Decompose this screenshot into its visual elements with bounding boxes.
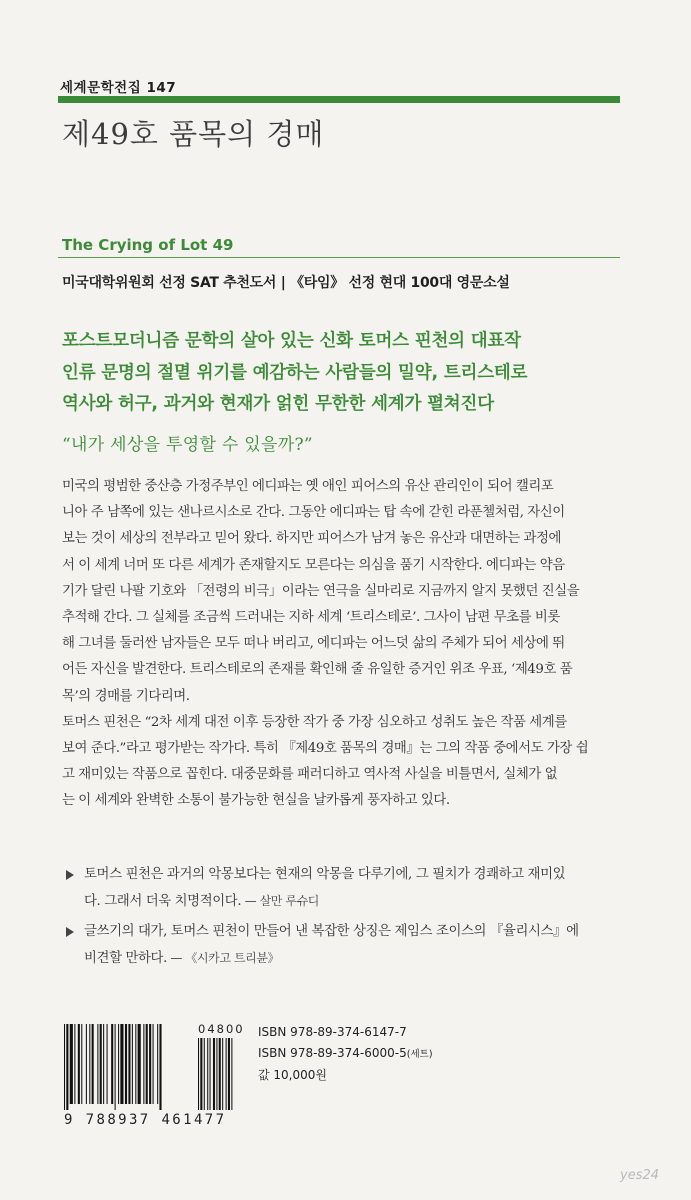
watermark: yes24	[620, 1168, 660, 1183]
review-source: — 《시카고 트리뷴》	[166, 951, 280, 965]
review-line: 토머스 핀천은 과거의 악몽보다는 현재의 악몽을 다루기에, 그 필치가 경쾌하고 재미있	[84, 867, 566, 882]
synopsis-line: 목’의 경매를 기다리며.	[62, 688, 190, 704]
synopsis-line: 보는 것이 세상의 전부라고 믿어 왔다. 하지만 피어스가 남겨 놓은 유산과 대면하는 과정에	[62, 531, 561, 547]
synopsis-line: 기가 달린 나팔 기호와 「전령의 비극」이라는 연극을 실마리로 지금까지 알지 못했던 진실을	[62, 583, 580, 599]
headline: 포스트모더니즘 문학의 살아 있는 신화 토머스 핀천의 대표작	[62, 331, 521, 351]
price: 값 10,000원	[258, 1068, 327, 1082]
barcode-addon-digits: 04800	[198, 1022, 245, 1036]
isbn-set: ISBN 978-89-374-6000-5	[258, 1046, 407, 1060]
headline: 인류 문명의 절멸 위기를 예감하는 사람들의 밀약, 트리스테로	[62, 362, 528, 383]
synopsis-line: 는 이 세계와 완벽한 소통이 불가능한 현실을 날카롭게 풍자하고 있다.	[62, 793, 450, 809]
review-line	[84, 945, 632, 972]
headlines	[62, 326, 642, 421]
review-line: 글쓰기의 대가, 토머스 핀천이 만들어 낸 복잡한 상징은 제임스 조이스의 『율리시스』에	[84, 924, 579, 939]
synopsis-line: 토머스 핀천은 “2차 세계 대전 이후 등장한 작가 중 가장 심오하고 성취도 높은 작품 세계를	[62, 714, 567, 730]
isbn-set-note: (세트)	[406, 1049, 433, 1060]
synopsis-line: 보여 준다.”라고 평가받는 작가다. 특히 『제49호 품목의 경매』는 그의 작품 중에서도 가장 쉽	[62, 741, 589, 757]
synopsis-line: 고 재미있는 작품으로 꼽힌다. 대중문화를 패러디하고 역사적 사실을 비틀면서, 실체가 없	[62, 767, 558, 783]
synopsis-line: 어든 자신을 발견한다. 트리스테로의 존재를 확인해 줄 유일한 증거인 위조 우표, ‘제49호 품	[62, 662, 573, 678]
barcode-digits: 9 788937 461477	[64, 1112, 227, 1128]
review-item	[62, 862, 632, 915]
headline: 역사와 허구, 과거와 현재가 얽힌 무한한 세계가 펼쳐진다	[62, 394, 494, 414]
synopsis-line: 해 그녀를 둘러싼 남자들은 모두 떠나 버리고, 에디파는 어느덧 삶의 주체가 되어 세상에 뛰	[62, 636, 565, 652]
reviews	[62, 862, 632, 976]
english-title: The Crying of Lot 49	[62, 236, 234, 254]
synopsis-line: 추적해 간다. 그 실체를 조금씩 드러내는 지하 세계 ‘트리스테로’. 그사이 남편 무초를 비롯	[62, 610, 560, 626]
review-source: — 살만 루슈디	[241, 894, 319, 908]
series-label: 세계문학전집 147	[60, 80, 177, 96]
triangle-bullet-icon	[66, 870, 74, 880]
isbn-block	[258, 1022, 433, 1086]
synopsis-line: 니아 주 남쪽에 있는 샌나르시소로 간다. 그동안 에디파는 탑 속에 갇힌 라푼첼처럼, 자신이	[62, 505, 565, 521]
review-text: 비견할 만하다.	[84, 951, 167, 966]
review-text: 다. 그래서 더욱 치명적이다.	[84, 894, 242, 909]
triangle-bullet-icon	[66, 927, 74, 937]
review-item	[62, 919, 632, 972]
synopsis	[62, 474, 632, 815]
synopsis-line: 서 이 세계 너머 또 다른 세계가 존재할지도 모른다는 의심을 품기 시작한다. 에디파는 약음	[62, 557, 565, 573]
book-title: 제49호 품목의 경매	[62, 117, 325, 151]
top-rule	[58, 96, 620, 103]
review-line	[84, 888, 632, 915]
synopsis-line: 미국의 평범한 중산층 가정주부인 에디파는 옛 애인 피어스의 유산 관리인이 되어 캘리포	[62, 479, 554, 494]
pull-quote: “내가 세상을 투영할 수 있을까?”	[62, 435, 313, 455]
title-divider	[58, 257, 620, 258]
isbn-line	[258, 1043, 433, 1065]
recommendation-line: 미국대학위원회 선정 SAT 추천도서 | 《타임》 선정 현대 100대 영문소설	[62, 275, 510, 291]
isbn-line: ISBN 978-89-374-6147-7	[258, 1025, 407, 1039]
